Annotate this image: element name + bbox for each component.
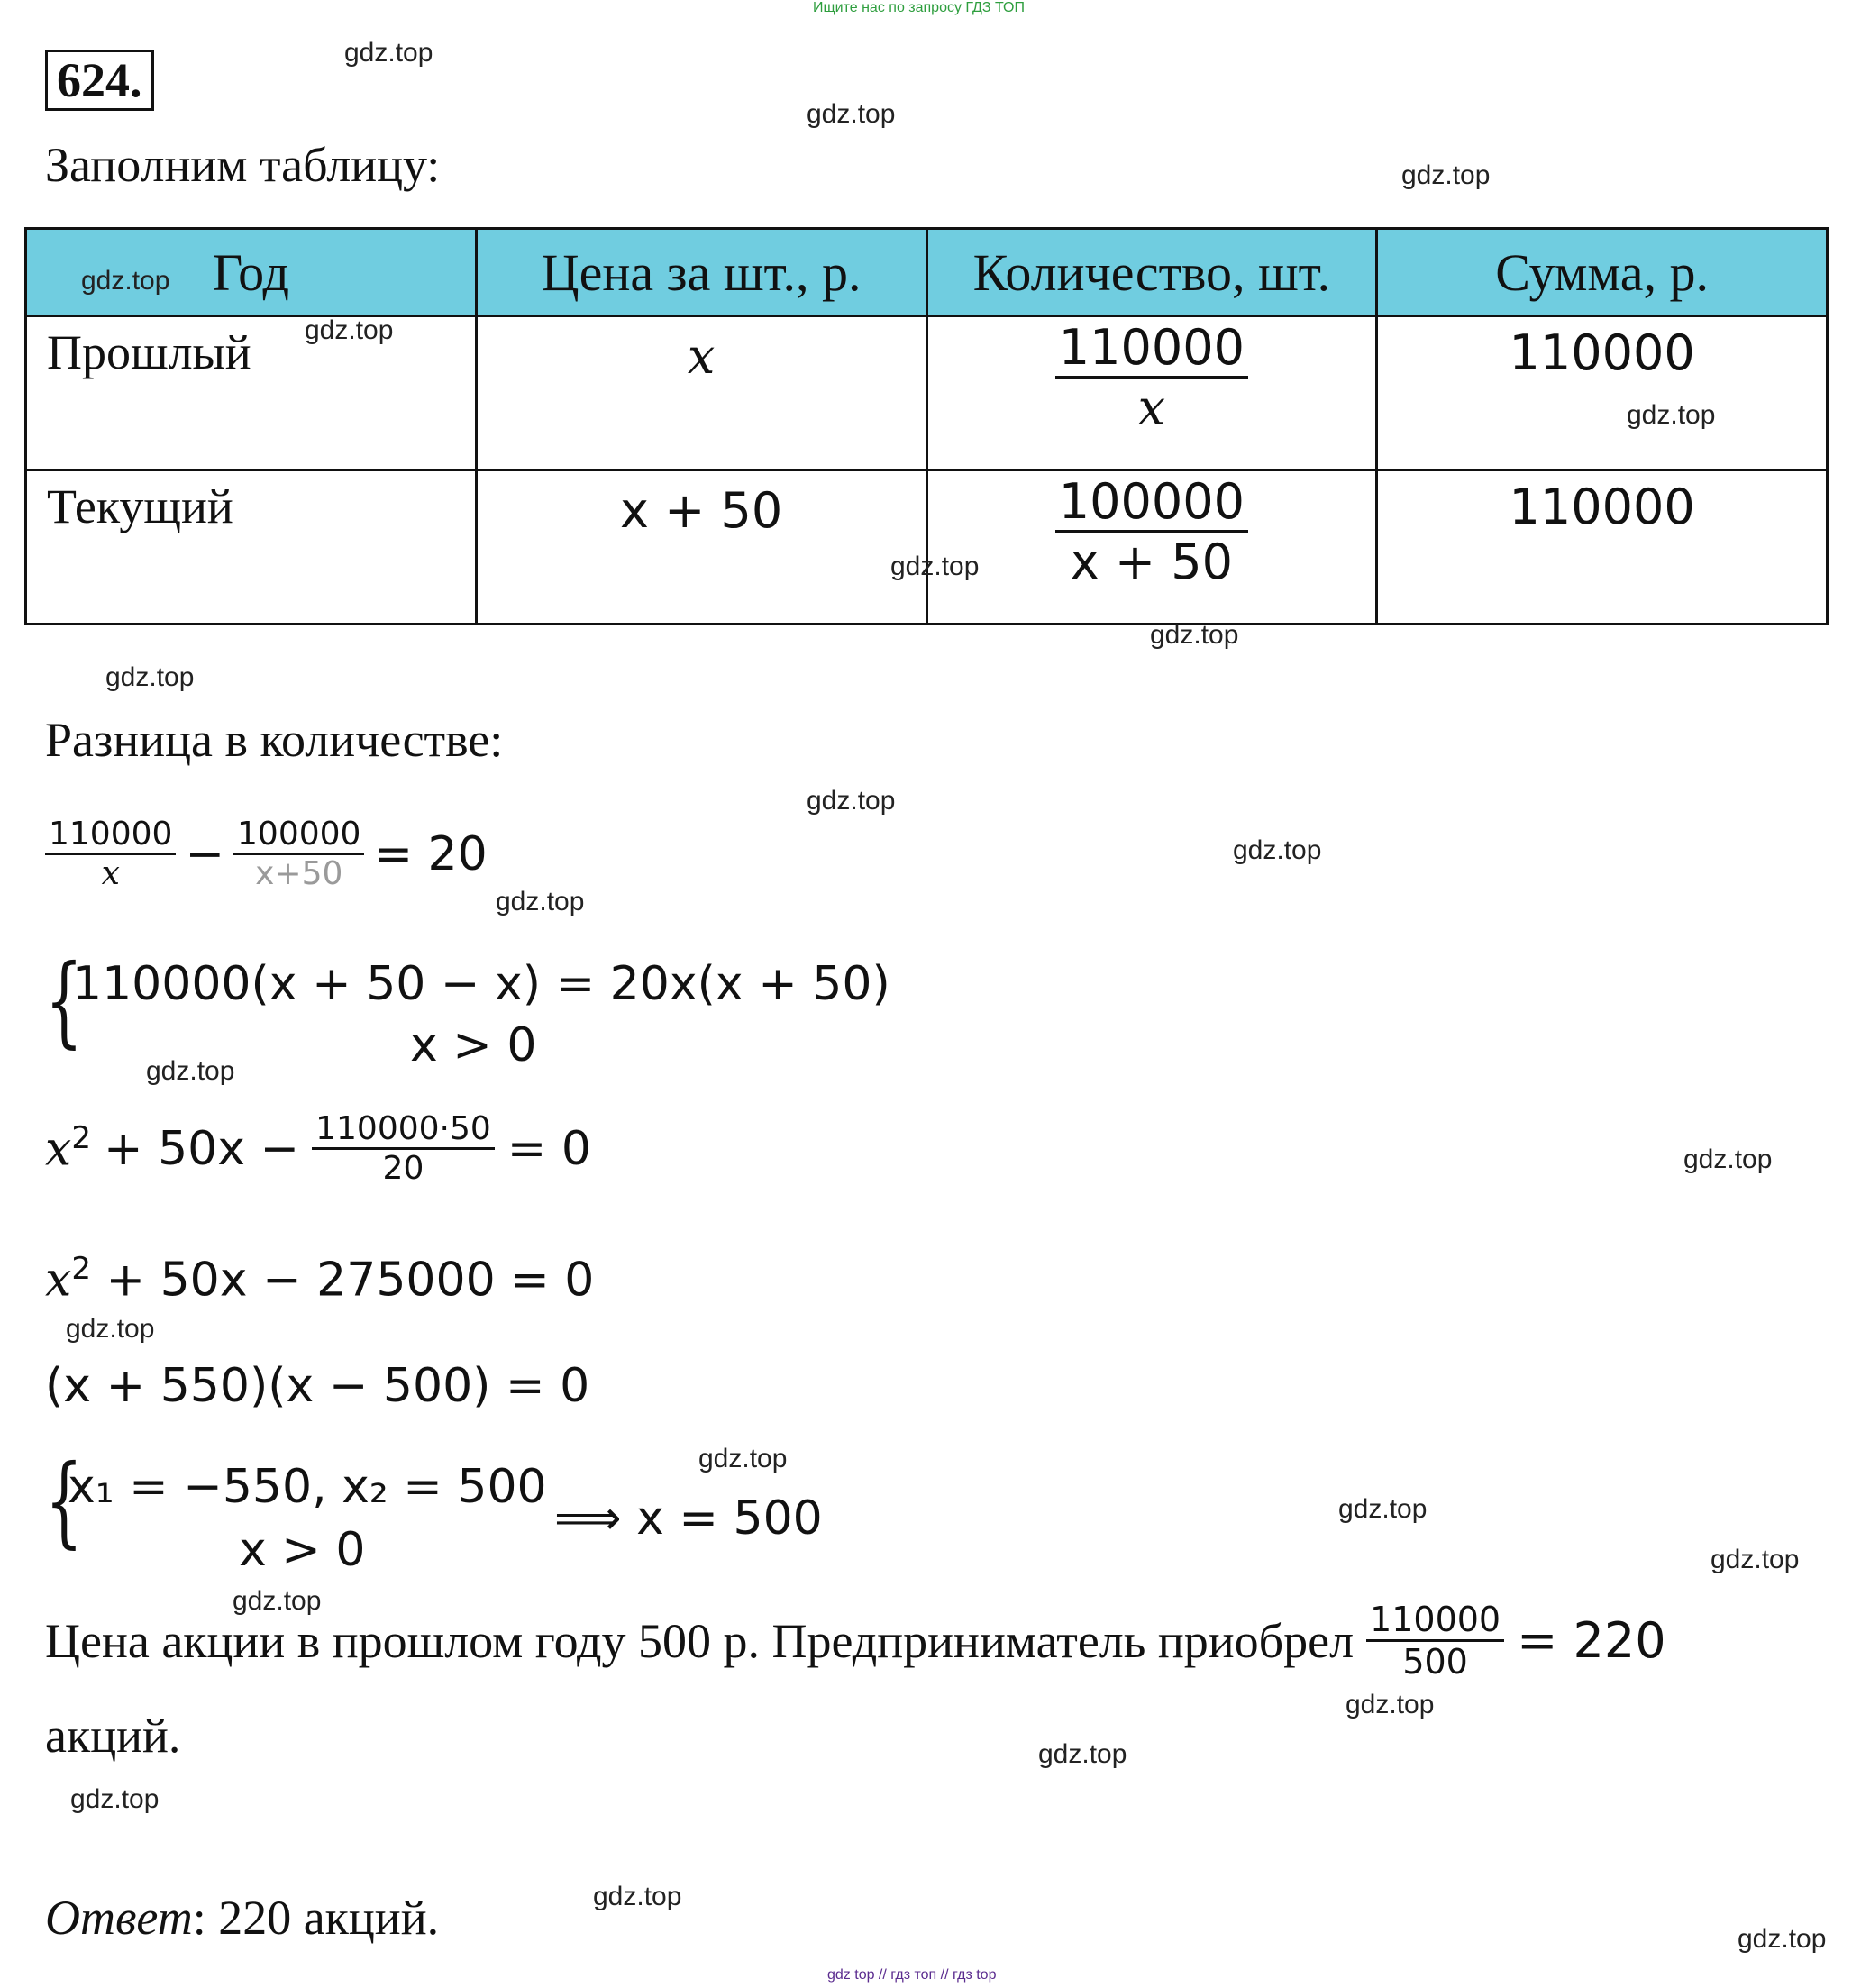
header-price: Цена за шт., р. — [476, 229, 926, 316]
header-quantity: Количество, шт. — [926, 229, 1377, 316]
watermark: gdz.top — [1683, 1144, 1773, 1174]
watermark: gdz.top — [105, 662, 195, 692]
year-cell: Текущий — [47, 479, 233, 533]
fraction-c-numerator: 110000·50 — [315, 1110, 491, 1147]
exponent: 2 — [71, 1251, 91, 1287]
fraction-d-numerator: 110000 — [1370, 1600, 1501, 1639]
system-2-implies: ⟹ x = 500 — [554, 1491, 823, 1546]
answer-line — [45, 1890, 439, 1946]
watermark: gdz.top — [890, 552, 980, 581]
watermark: gdz.top — [305, 315, 394, 345]
fraction-c — [312, 1110, 495, 1187]
watermark: gdz.top — [1233, 835, 1322, 865]
equation-1 — [45, 816, 488, 892]
equation-3-rest: + 50x − 275000 = 0 — [105, 1253, 595, 1308]
equation-2-rhs: = 0 — [506, 1121, 591, 1176]
intro-text: Заполним таблицу: — [45, 138, 441, 192]
fraction-d-denominator: 500 — [1402, 1642, 1468, 1682]
conclusion-text: Цена акции в прошлом году 500 р. Предприниматель приобрел — [45, 1613, 1355, 1668]
fraction-b — [233, 816, 364, 892]
watermark: gdz.top — [233, 1586, 322, 1616]
header-sum: Сумма, р. — [1377, 229, 1828, 316]
fraction-d — [1366, 1600, 1504, 1682]
variable-x: x — [45, 1122, 72, 1177]
footer-text: gdz top // гдз топ // гдз top — [827, 1967, 997, 1983]
fraction-c-denominator: 20 — [382, 1150, 424, 1187]
watermark: gdz.top — [1038, 1739, 1127, 1769]
table-row — [26, 316, 1828, 470]
quantity-fraction — [1055, 473, 1248, 590]
exponent: 2 — [71, 1120, 91, 1157]
quantity-numerator: 110000 — [1058, 319, 1245, 376]
minus-sign: − — [185, 826, 225, 881]
watermark: gdz.top — [344, 38, 433, 68]
header-year: Год — [26, 229, 477, 316]
fraction-a-denominator: x — [101, 855, 120, 892]
watermark: gdz.top — [1338, 1494, 1428, 1524]
watermark: gdz.top — [146, 1056, 235, 1086]
table-row — [26, 470, 1828, 625]
watermark: gdz.top — [593, 1882, 682, 1911]
equation-3 — [45, 1251, 594, 1307]
watermark: gdz.top — [698, 1444, 788, 1473]
watermark: gdz.top — [1627, 400, 1716, 430]
fraction-b-denominator: x+50 — [255, 855, 343, 892]
system-brace: { — [45, 943, 83, 1058]
top-banner: Ищите нас по запросу ГДЗ ТОП — [813, 0, 1025, 15]
price-cell: x — [687, 328, 716, 385]
watermark: gdz.top — [807, 786, 896, 816]
equation-2 — [45, 1110, 591, 1187]
system-1-line-1: 110000(x + 50 − x) = 20x(x + 50) — [72, 957, 890, 1011]
table-header-row — [26, 229, 1828, 316]
system-1-line-2: x > 0 — [410, 1018, 537, 1072]
answer-text: : 220 акций. — [192, 1891, 440, 1945]
problem-number: 624. — [45, 50, 154, 111]
quantity-denominator: x + 50 — [1070, 533, 1233, 590]
quantity-numerator: 100000 — [1058, 473, 1245, 530]
conclusion-tail: акций. — [45, 1709, 181, 1763]
fraction-a-numerator: 110000 — [49, 816, 173, 853]
watermark: gdz.top — [1401, 160, 1491, 190]
watermark: gdz.top — [1346, 1690, 1435, 1719]
year-cell: Прошлый — [47, 325, 251, 379]
watermark: gdz.top — [496, 887, 585, 916]
sum-cell: 110000 — [1509, 324, 1695, 381]
equation-1-rhs: = 20 — [373, 826, 488, 881]
watermark: gdz.top — [807, 99, 896, 129]
answer-label: Ответ — [45, 1891, 193, 1945]
quantity-denominator: x — [1137, 379, 1166, 436]
problem-number-box — [45, 50, 154, 111]
difference-label: Разница в количестве: — [45, 713, 504, 767]
system-brace: { — [45, 1443, 83, 1558]
watermark: gdz.top — [1150, 620, 1239, 650]
equation-4: (x + 550)(x − 500) = 0 — [45, 1359, 590, 1413]
fraction-a — [45, 816, 176, 892]
watermark: gdz.top — [1738, 1924, 1827, 1954]
system-2-line-1: x₁ = −550, x₂ = 500 — [68, 1460, 547, 1514]
watermark: gdz.top — [70, 1784, 160, 1814]
conclusion-rhs: = 220 — [1517, 1612, 1666, 1669]
watermark: gdz.top — [81, 266, 170, 296]
watermark: gdz.top — [1710, 1545, 1800, 1574]
price-cell: x + 50 — [620, 482, 783, 539]
fraction-b-numerator: 100000 — [237, 816, 361, 853]
quantity-fraction — [1055, 319, 1248, 436]
equation-2-middle: + 50x − — [103, 1121, 300, 1176]
watermark: gdz.top — [66, 1314, 155, 1344]
system-2-line-2: x > 0 — [239, 1523, 366, 1577]
sum-cell: 110000 — [1509, 479, 1695, 535]
variable-x: x — [45, 1253, 72, 1308]
